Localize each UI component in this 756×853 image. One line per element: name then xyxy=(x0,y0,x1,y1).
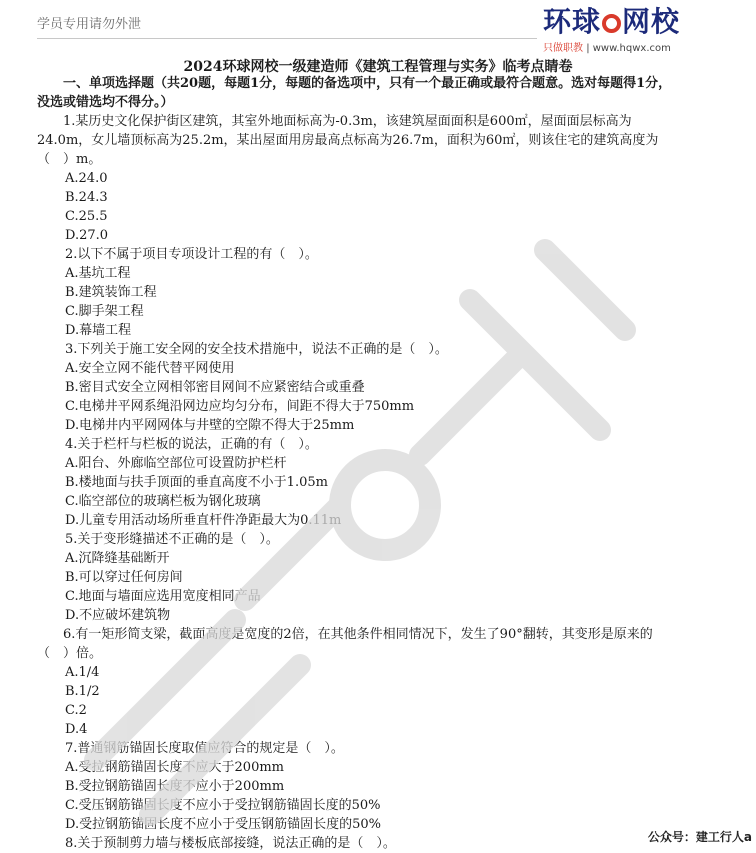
question-stem: 6.有一矩形简支梁，截面高度是宽度的2倍，在其他条件相同情况下，发生了90°翻转，其变形是原来的（ ）倍。 xyxy=(37,627,653,661)
answer-option: B.24.3 xyxy=(65,190,108,205)
answer-option: B.受拉钢筋锚固长度不应小于200mm xyxy=(65,779,285,794)
answer-option: A.阳台、外廊临空部位可设置防护栏杆 xyxy=(65,456,287,471)
answer-option: D.受拉钢筋锚固长度不应小于受压钢筋锚固长度的50% xyxy=(65,817,381,832)
question-stem: 7.普通钢筋锚固长度取值应符合的规定是（ ）。 xyxy=(65,741,344,756)
question-stem: 5.关于变形缝描述不正确的是（ ）。 xyxy=(65,532,279,547)
answer-option: C.2 xyxy=(65,703,87,718)
logo-slogan: 只做职教 xyxy=(543,43,583,54)
answer-option: D.儿童专用活动场所垂直杆件净距最大为0.11m xyxy=(65,513,342,528)
answer-option: B.楼地面与扶手顶面的垂直高度不小于1.05m xyxy=(65,475,328,490)
question-stem: 8.关于预制剪力墙与楼板底部接缝，说法正确的是（ ）。 xyxy=(65,836,396,851)
answer-option: C.25.5 xyxy=(65,209,108,224)
logo-text-left: 环球 xyxy=(543,5,602,38)
answer-option: D.4 xyxy=(65,722,88,737)
question-stem: 3.下列关于施工安全网的安全技术措施中，说法不正确的是（ ）。 xyxy=(65,342,448,357)
section-heading: 一、单项选择题（共20题，每题1分，每题的备选项中，只有一个最正确或最符合题意。选对每题得1分，没选或错选均不得分。） xyxy=(37,76,672,110)
answer-option: B.1/2 xyxy=(65,684,100,699)
exam-body xyxy=(37,74,682,853)
logo-text-right: 网校 xyxy=(622,5,681,38)
answer-option: D.幕墙工程 xyxy=(65,323,132,338)
answer-option: A.1/4 xyxy=(65,665,100,680)
answer-option: D.不应破坏建筑物 xyxy=(65,608,171,623)
answer-option: C.临空部位的玻璃栏板为钢化玻璃 xyxy=(65,494,261,509)
answer-option: C.地面与墙面应选用宽度相同产品 xyxy=(65,589,261,604)
answer-option: C.脚手架工程 xyxy=(65,304,144,319)
answer-option: B.密目式安全立网相邻密目网间不应紧密结合或重叠 xyxy=(65,380,365,395)
answer-option: A.基坑工程 xyxy=(65,266,131,281)
logo-ring-icon xyxy=(602,14,621,33)
answer-option: D.电梯井内平网网体与井壁的空隙不得大于25mm xyxy=(65,418,355,433)
question-stem: 4.关于栏杆与栏板的说法，正确的有（ ）。 xyxy=(65,437,318,452)
brand-logo xyxy=(543,6,688,54)
logo-tagline: 只做职教 | www.hqwx.com xyxy=(543,43,671,54)
answer-option: C.受压钢筋锚固长度不应小于受拉钢筋锚固长度的50% xyxy=(65,798,381,813)
header-divider xyxy=(37,38,537,39)
answer-option: B.建筑装饰工程 xyxy=(65,285,157,300)
answer-option: A.安全立网不能代替平网使用 xyxy=(65,361,235,376)
answer-option: D.27.0 xyxy=(65,228,109,243)
answer-option: B.可以穿过任何房间 xyxy=(65,570,183,585)
answer-option: C.电梯井平网系绳沿网边应均匀分布，间距不得大于750mm xyxy=(65,399,415,414)
question-stem: 1.某历史文化保护街区建筑，其室外地面标高为-0.3m，该建筑屋面面积是600㎡，屋面面层标高为24.0m，女儿墙顶标高为25.2m，某出屋面用房最高点标高为26.7m，面积为60㎡，则该住宅的建筑高度为（ ）m。 xyxy=(37,114,659,167)
logo-url: www.hqwx.com xyxy=(592,43,671,54)
logo-wordmark xyxy=(543,6,688,38)
answer-option: A.24.0 xyxy=(65,171,108,186)
document-title: 2024环球网校一级建造师《建筑工程管理与实务》临考点睛卷 xyxy=(183,59,573,75)
question-stem: 2.以下不属于项目专项设计工程的有（ ）。 xyxy=(65,247,318,262)
answer-option: A.沉降缝基础断开 xyxy=(65,551,170,566)
confidential-note: 学员专用请勿外泄 xyxy=(37,17,142,32)
answer-option: A.受拉钢筋锚固长度不应大于200mm xyxy=(65,760,284,775)
wechat-account-label: 公众号：建工行人a xyxy=(647,830,752,844)
